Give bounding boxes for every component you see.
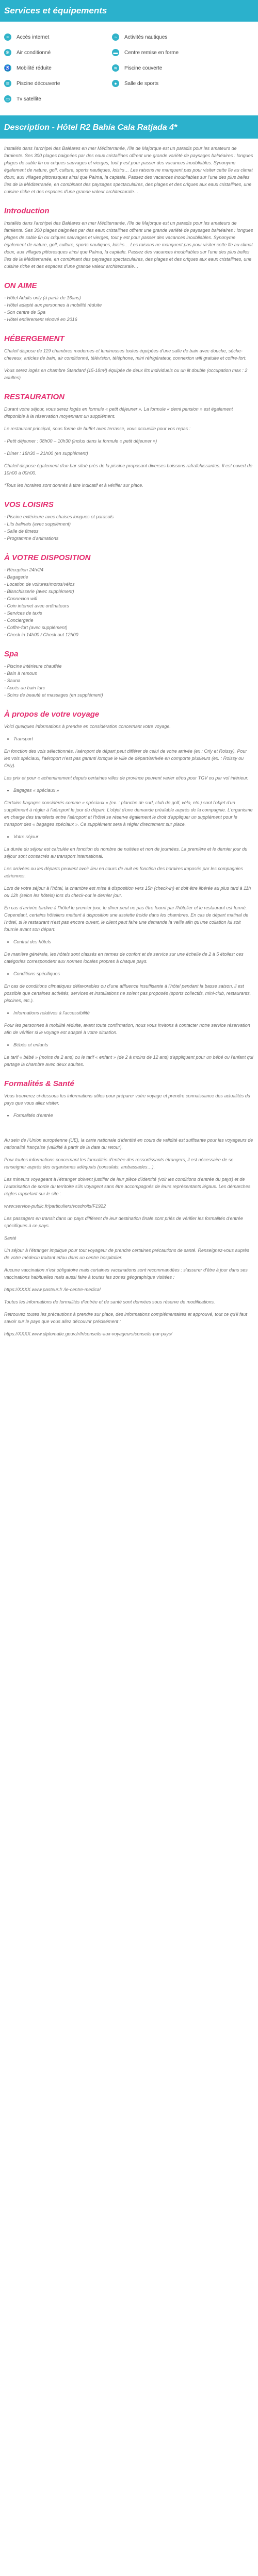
sejour-text-4: En cas d'arrivée tardive à l'hôtel le premier jour, le dîner peut ne pas être fourni par l'hôtelier et le restaurant est fermé. Cependant, certains hôteliers mettent à disposition une assiette froide dans les chambres. En cas de départ matinal de l'hôtel, si le restaurant n'est pas encore ouvert, le client peut faire une demande la veille afin qu'une collation lui soit fournie avant son départ. [4, 905, 249, 932]
amenity-label: Salle de sports [124, 80, 159, 87]
formalites-text-4: Les passagers en transit dans un pays différent de leur destination finale sont priés de vérifier les formalités d'entrée spécifiques à ce pays. [4, 1216, 243, 1228]
sante-url-2[interactable]: https://XXXX.www.diplomatie.gouv.fr/fr/conseils-aux-voyageurs/conseils-par-pays/ [4, 1331, 172, 1336]
services-title: Services et équipements [4, 6, 107, 15]
disposition-text: - Réception 24h/24 - Bagagerie - Location de voitures/motos/vélos - Blanchisserie (avec supplément) - Connexion wifi - Coin internet avec ordinateurs - Services de taxis - Conciergerie - Coffre-fort (avec supplément) - Check in 14h00 / Check out 12h00 [4, 567, 78, 637]
bebes-label: • Bébés et enfants [13, 1041, 254, 1048]
description-header [0, 115, 258, 139]
restauration-text-1: Durant votre séjour, vous serez logés en formule « petit déjeuner ». La formule « demi pension » est également disponible à la réservation moyennant un supplément. [4, 406, 233, 419]
amenity-label: Centre remise en forme [124, 49, 179, 56]
conditions-list [13, 970, 254, 977]
hebergement-text-1: Chaleil dispose de 119 chambres modernes et lumineuses toutes équipées d'une salle de bain avec douche, sèche-cheveux, articles de bain, air conditionné, télévision, téléphone, mini réfrigérateur, connexion wifi gratuite et coffre-fort. [4, 348, 247, 361]
sejour-text-1: La durée du séjour est calculée en fonction du nombre de nuitées et non de journées. La première et le dernier jour du séjour sont consacrés au transport international. [4, 846, 248, 859]
restauration-text-4: - Dîner : 18h30 – 21h00 (en supplément) [4, 451, 88, 456]
formalites-text-2: Pour toutes informations concernant les formalités d'entrée des ressortissants étrangers, il est nécessaire de se renseigner auprès des organismes adéquats (consulats, ambassades…). [4, 1157, 234, 1170]
loisirs-text: - Piscine extérieure avec chaises longues et parasols - Lits balinais (avec supplément) - Salle de fitness - Programme d'animations [4, 514, 114, 541]
transport-label: • Transport [13, 735, 254, 742]
amenity-item [112, 77, 216, 90]
bagages-list [13, 787, 254, 794]
formalites-text: Vous trouverez ci-dessous les informations utiles pour préparer votre voyage et prendre connaissance des actualités du pays que vous allez visiter. [4, 1093, 250, 1106]
amenity-label: Activités nautiques [124, 34, 168, 40]
formalites-text-1: Au sein de l'Union européenne (UE), la carte nationale d'identité en cours de validité est suffisante pour les voyageurs de nationalité française (validité à partir de la date du retour). [4, 1138, 253, 1150]
pool-outdoor-icon: ≋ [4, 80, 11, 87]
restauration-text-2: Le restaurant principal, sous forme de buffet avec terrasse, vous accueille pour vos repas : [4, 426, 191, 431]
formalites-url[interactable]: www.service-public.fr/particuliers/vosdroits/F1922 [4, 1204, 106, 1209]
description-title: Description - Hôtel R2 Bahía Cala Ratjada 4* [4, 123, 178, 132]
sejour-text-3: Lors de votre séjour à l'hôtel, la chambre est mise à disposition vers 15h (check-in) et doit être libérée au plus tard à 11h ou 12h (selon les hôtels) lors du check-out le dernier jour. [4, 886, 251, 898]
amenity-label: Piscine couverte [124, 65, 163, 71]
apropos-title: À propos de votre voyage [4, 710, 100, 719]
amenity-item [112, 62, 216, 74]
amenity-label: Piscine découverte [17, 80, 60, 87]
conditions-label: • Conditions spécifiques [13, 970, 254, 977]
disposition-title: À VOTRE DISPOSITION [4, 553, 91, 562]
amenity-item [4, 77, 108, 90]
amenity-label: Mobilité réduite [17, 65, 52, 71]
description-content [0, 139, 258, 1358]
amenity-label: Tv satellite [17, 96, 41, 102]
formalites-list [13, 1112, 254, 1119]
sante-label: Santé [4, 1235, 17, 1241]
contrat-text: De manière générale, les hôtels sont classés en termes de confort et de service sur une échelle de 2 à 5 étoiles; ces catégories correspondent aux normes locales propres à chaque pays. [4, 952, 244, 964]
wheelchair-icon: ♿ [5, 65, 11, 71]
sante-url[interactable]: https://XXXX.www.pasteur.fr /le-centre-medical [4, 1287, 101, 1292]
amenity-item [4, 62, 108, 74]
restauration-title: RESTAURATION [4, 393, 64, 401]
sejour-text-2: Les arrivées ou les départs peuvent avoir lieu en cours de nuit en fonction des horaires imposés par les compagnies aériennes. [4, 866, 243, 878]
bagages-label: • Bagages « spéciaux » [13, 787, 254, 794]
info-label: • Informations relatives à l'accessibilité [13, 1009, 254, 1016]
amenities-grid [0, 22, 220, 115]
formalites-title: Formalités & Santé [4, 1079, 74, 1088]
spacer [4, 1124, 254, 1137]
bebes-text: Le tarif « bébé » (moins de 2 ans) ou le tarif « enfant » (de 2 à moins de 12 ans) s'appliquent pour un bébé ou l'enfant qui partage la chambre avec deux adultes. [4, 1055, 253, 1067]
formalites-label: • Formalités d'entrée [13, 1112, 254, 1119]
hebergement-text-2: Vous serez logés en chambre Standard (15-18m²) équipée de deux lits individuels ou un lit double (occupation max : 2 adultes) [4, 368, 248, 380]
sante-text-4: Retrouvez toutes les précautions à prendre sur place, des informations complémentaires et approuvé, tout ce qu'il faut savoir sur le pays que vous allez découvrir précisément : [4, 1312, 247, 1324]
amenity-item [4, 93, 108, 105]
intro-text: Installés dans l'archipel des Baléares en mer Méditerranée, l'île de Majorque est un paradis pour les amateurs de farniente. Ses 300 plages baignées par des eaux cristallines offrent une grande variété de paysages balnéaires : longues plages de sable fin ou criques sauvages et vierges, tout y est pour passer des vacances inoubliables. Synonyme également de nature, golf, culture, sports nautiques, loisirs… Les raisons ne manquent pas pour visiter cette île au climat doux, aux villages pittoresques ainsi que Palma, la capitale. Passez des vacances inoubliables sur l'une des plus belles îles de la Méditerranée, en combinant des paysages spectaculaires, des plages et des criques aux eaux cristallines, une cuisine riche et des espaces d'une grande valeur architecturale… [4, 221, 253, 269]
contrat-list [13, 938, 254, 945]
bebes-list [13, 1041, 254, 1048]
restauration-text-3: - Petit déjeuner : 08h00 – 10h30 (inclus dans la formule « petit déjeuner ») [4, 438, 157, 444]
on-aime-title: ON AIME [4, 281, 37, 290]
restauration-text-5: Chaleil dispose également d'un bar situé près de la piscine proposant diverses boissons rafraîchissantes. Il est ouvert de 10h00 à 00h00. [4, 463, 252, 476]
amenity-item [4, 46, 108, 59]
restauration-text-6: *Tous les horaires sont donnés à titre indicatif et à vérifier sur place. [4, 483, 143, 488]
amenity-label: Air conditionné [17, 49, 51, 56]
sante-text-1: Un séjour à l'étranger implique pour tout voyageur de prendre certaines précautions de santé. Renseignez-vous auprès de votre médecin traitant et/ou dans un centre hospitalier. [4, 1248, 250, 1260]
sejour-label: • Votre séjour [13, 833, 254, 840]
info-text: Pour les personnes à mobilité réduite, avant toute confirmation, nous vous invitons à contacter notre service réservation afin de vérifier si le voyage est adapté à votre situation. [4, 1023, 250, 1035]
transport-text-1: En fonction des vols sélectionnés, l'aéroport de départ peut différer de celui de votre arrivée (ex : Orly et Roissy). Pour les vols spéciaux, l'aéroport n'est pas garanti lorsque le ville de départ/arrivée en comporte plusieurs (ex. : Roissy ou Orly). [4, 749, 247, 768]
amenity-item [4, 31, 108, 43]
description-intro: Installés dans l'archipel des Baléares en mer Méditerranée, l'île de Majorque est un paradis pour les amateurs de farniente. Ses 300 plages baignées par des eaux cristallines offrent une grande variété de paysages balnéaires : longues plages de sable fin ou criques sauvages et vierges, tout y est pour passer des vacances inoubliables. Synonyme également de nature, golf, culture, sports nautiques, loisirs… Les raisons ne manquent pas pour visiter cette île au climat doux, aux villages pittoresques ainsi que Palma, la capitale. Passez des vacances inoubliables sur l'une des plus belles îles de la Méditerranée, en combinant des paysages spectaculaires, des plages et des criques aux eaux cristallines, une cuisine riche et des espaces d'une grande valeur architecturale… [4, 146, 253, 194]
loisirs-title: VOS LOISIRS [4, 500, 54, 509]
amenity-item [112, 46, 216, 59]
conditions-text: En cas de conditions climatiques défavorables ou d'une affluence insuffisante à l'hôtel pendant la basse saison, il est possible que certaines activités, services et installations ne soient pas proposés (sports collectifs, mini-club, restaurants, piscines, etc.). [4, 984, 251, 1003]
intro-title: Introduction [4, 207, 50, 215]
sante-text-3: Toutes les informations de formalités d'entrée et de santé sont données sous réserve de modifications. [4, 1299, 215, 1304]
transport-text-2: Les prix et pour « acheminement depuis certaines villes de province peuvent varier et/ou pour TGV ou par vol intérieur. [4, 775, 249, 781]
swim-icon: ~ [112, 33, 119, 41]
spa-text: - Piscine intérieure chauffée - Bain à remous - Sauna - Accès au bain turc - Soins de beauté et massages (en supplément) [4, 664, 103, 698]
tv-icon: ▭ [4, 95, 11, 103]
sante-text-2: Aucune vaccination n'est obligatoire mais certaines vaccinations sont recommandées : s'assurer d'être à jour dans ses vaccinations habituelles mais aussi faire à toutes les zones géographique visitées : [4, 1267, 248, 1280]
amenity-label: Accès internet [17, 34, 50, 40]
on-aime-text: - Hôtel Adults only (à partir de 16ans) - Hôtel adapté aux personnes à mobilité réduite - Son centre de Spa - Hôtel entièrement rénové en 2016 [4, 295, 102, 322]
apropos-text: Voici quelques informations à prendre en considération concernant votre voyage. [4, 724, 171, 729]
wifi-icon: ≈ [4, 33, 11, 41]
contrat-label: • Contrat des hôtels [13, 938, 254, 945]
dumbbell-icon: ▬ [112, 49, 119, 56]
sports-icon: ● [112, 80, 119, 87]
amenity-item [112, 31, 216, 43]
sejour-list [13, 833, 254, 840]
snowflake-icon: ✻ [4, 49, 11, 56]
hebergement-title: HÉBERGEMENT [4, 334, 64, 343]
bagages-text: Certains bagages considérés comme « spéciaux » (ex. : planche de surf, club de golf, vélo, etc.) sont l'objet d'un supplément à régler à l'aéroport le jour du départ. L'objet d'une demande préalable auprès de la compagnie. L'organisme en charge des transferts entre l'aéroport et l'hôtel se réserve également le droit d'appliquer un supplément pour le transport des « bagages spéciaux ». Ce supplément sera à régler directement sur place. [4, 800, 253, 827]
formalites-text-3: Les mineurs voyageant à l'étranger doivent justifier de leur pièce d'identité (voir les conditions d'entrée du pays) et de l'autorisation de sortie du territoire s'ils voyagent sans être accompagnés de leurs représentants légaux. Les démarches règles rappelant sur le site : [4, 1177, 251, 1196]
spa-title: Spa [4, 650, 19, 658]
transport-list [13, 735, 254, 742]
pool-icon: ≋ [112, 64, 119, 72]
services-header [0, 0, 258, 22]
info-list [13, 1009, 254, 1016]
